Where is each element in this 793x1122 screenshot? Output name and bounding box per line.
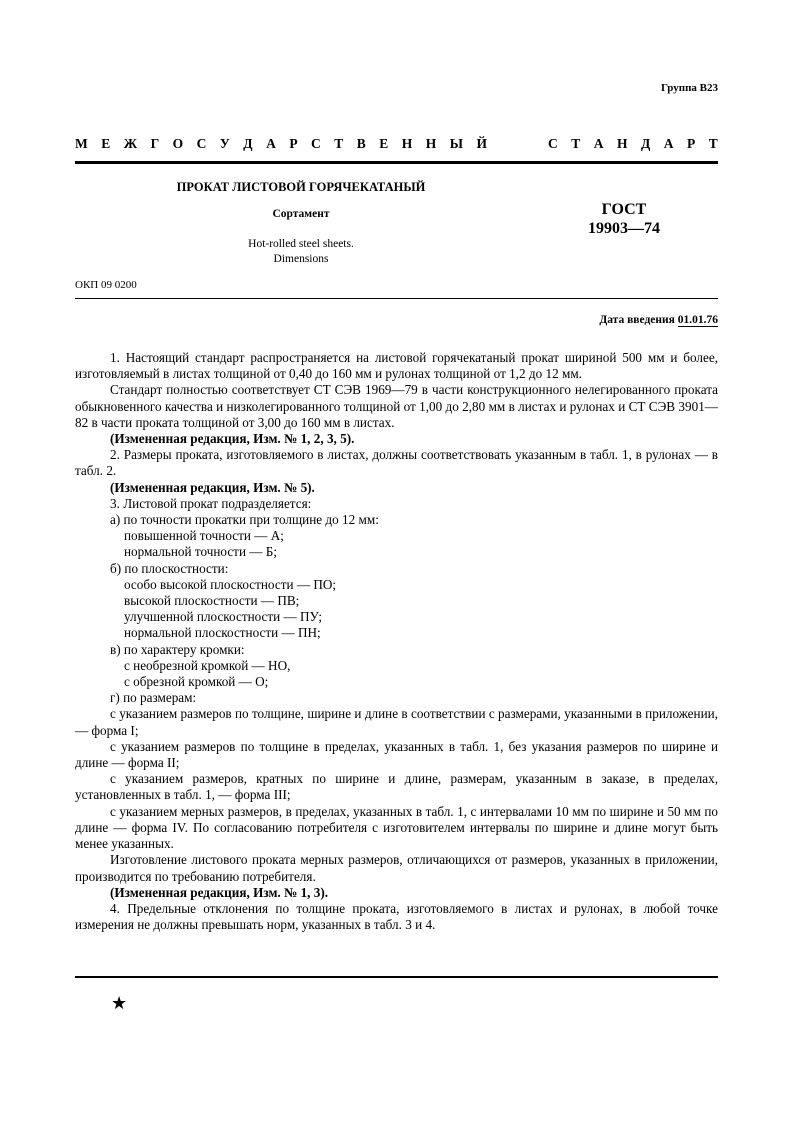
paragraph: Стандарт полностью соответствует СТ СЭВ 1969—79 в части конструкционного нелегированного проката обыкновенного качества и низколегированного толщиной от 1,00 до 2,80 мм в листах и рулонах и СТ СЭВ 3901—82 в части проката толщиной от 3,00 до 160 мм в листах. [75, 382, 718, 430]
list-item: нормальной точности — Б; [124, 544, 278, 560]
paragraph: с указанием мерных размеров, в пределах, указанных в табл. 1, с интервалами 10 мм по ширине и 50 мм по длине — форма IV. По согласованию потребителя с изготовителем интервалы по ширине и длине могут быть менее указанных. [75, 803, 718, 852]
paragraph: 4. Предельные отклонения по толщине проката, изготовляемого в листах и рулонах, в любой точке измерения не должны превышать норм, указанных в табл. 3 и 4. [75, 900, 718, 933]
heading-letter: А [663, 136, 674, 151]
heading-letter: Ы [449, 136, 464, 151]
heading-letter: Д [640, 136, 651, 151]
list-heading: а) по точности прокатки при толщине до 12 мм: [110, 512, 379, 528]
heading-letter: Ж [123, 136, 138, 151]
paragraph: с указанием размеров по толщине, ширине и длине в соответствии с размерами, указанными в приложении, — форма I; [75, 706, 718, 738]
heading-letter: Д [243, 136, 253, 151]
heading-letter: Т [334, 136, 344, 151]
heading-letter: Е [379, 136, 389, 151]
paragraph: 3. Листовой прокат подразделяется: [110, 495, 312, 511]
paragraph: с указанием размеров, кратных по ширине и длине, размерам, указанным в заказе, в пределах, установленных в табл. 1, — форма III; [75, 771, 718, 803]
okp-divider [75, 298, 718, 299]
heading-letter: Г [150, 136, 160, 151]
list-item: с обрезной кромкой — О; [124, 674, 269, 690]
english-title-line: Dimensions [273, 253, 329, 265]
paragraph: Изготовление листового проката мерных размеров, отличающихся от размеров, указанных в приложении, производится по требованию потребителя. [75, 852, 718, 884]
english-title-line: Hot-rolled steel sheets. [248, 238, 354, 250]
amendment-note: (Измененная редакция, Изм. № 5). [110, 479, 315, 495]
okp-code: ОКП 09 0200 [75, 279, 137, 291]
list-heading: г) по размерам: [110, 690, 197, 706]
heading-letter: С [548, 136, 558, 151]
list-item: улучшенной плоскостности — ПУ; [124, 609, 323, 625]
heading-letter: О [172, 136, 184, 151]
paragraph: 1. Настоящий стандарт распространяется на листовой горячекатаный прокат шириной 500 мм и более, изготовляемый в листах толщиной от 0,40 до 160 мм и рулонах толщиной от 1,2 до 12 мм. [75, 350, 718, 382]
heading-letter: С [196, 136, 207, 151]
heading-letter: Т [571, 136, 581, 151]
group-code: Группа В23 [660, 82, 718, 94]
heading-word-gap [501, 136, 535, 152]
heading-letter: Р [289, 136, 298, 151]
list-item: повышенной точности — А; [124, 528, 284, 544]
intro-date-label: Дата введения [599, 314, 675, 326]
document-body [75, 350, 718, 933]
heading-letter: Й [476, 136, 488, 151]
heading-letter: Н [425, 136, 437, 151]
list-heading: в) по характеру кромки: [110, 641, 245, 657]
intro-date-value: 01.01.76 [677, 314, 718, 326]
amendment-note: (Измененная редакция, Изм. № 1, 3). [110, 884, 329, 900]
amendment-note: (Измененная редакция, Изм. № 1, 2, 3, 5). [110, 431, 355, 447]
heading-letter: У [219, 136, 230, 151]
list-item: особо высокой плоскостности — ПО; [124, 576, 337, 592]
gost-label: ГОСТ [601, 201, 647, 218]
star-icon: ★ [111, 993, 128, 1013]
interstate-standard-heading [75, 136, 718, 152]
introduction-date [599, 314, 718, 326]
heading-divider [75, 161, 718, 164]
gost-number [560, 200, 688, 238]
heading-letter: А [266, 136, 276, 151]
product-subtitle: Сортамент [272, 208, 330, 220]
paragraph: 2. Размеры проката, изготовляемого в листах, должны соответствовать указанным в табл. 1, в рулонах — в табл. 2. [75, 447, 718, 479]
heading-letter: Н [616, 136, 628, 151]
product-title: ПРОКАТ ЛИСТОВОЙ ГОРЯЧЕКАТАНЫЙ [176, 180, 426, 194]
paragraph: с указанием размеров по толщине в пределах, указанных в табл. 1, без указания размеров по ширине и длине — форма II; [75, 738, 718, 771]
heading-letter: Р [687, 136, 696, 151]
heading-letter: М [75, 136, 88, 151]
gost-code: 19903—74 [588, 220, 660, 237]
footer-divider [75, 976, 718, 978]
heading-letter: В [356, 136, 366, 151]
heading-letter: Н [401, 136, 413, 151]
list-item: с необрезной кромкой — НО, [124, 657, 291, 673]
heading-letter: Е [101, 136, 111, 151]
heading-letter: Т [708, 136, 718, 151]
list-item: высокой плоскостности — ПВ; [124, 593, 300, 609]
list-heading: б) по плоскостности: [110, 560, 229, 576]
heading-letter: С [311, 136, 321, 151]
english-title [120, 237, 482, 267]
list-item: нормальной плоскостности — ПН; [124, 625, 321, 641]
heading-letter: А [593, 136, 604, 151]
